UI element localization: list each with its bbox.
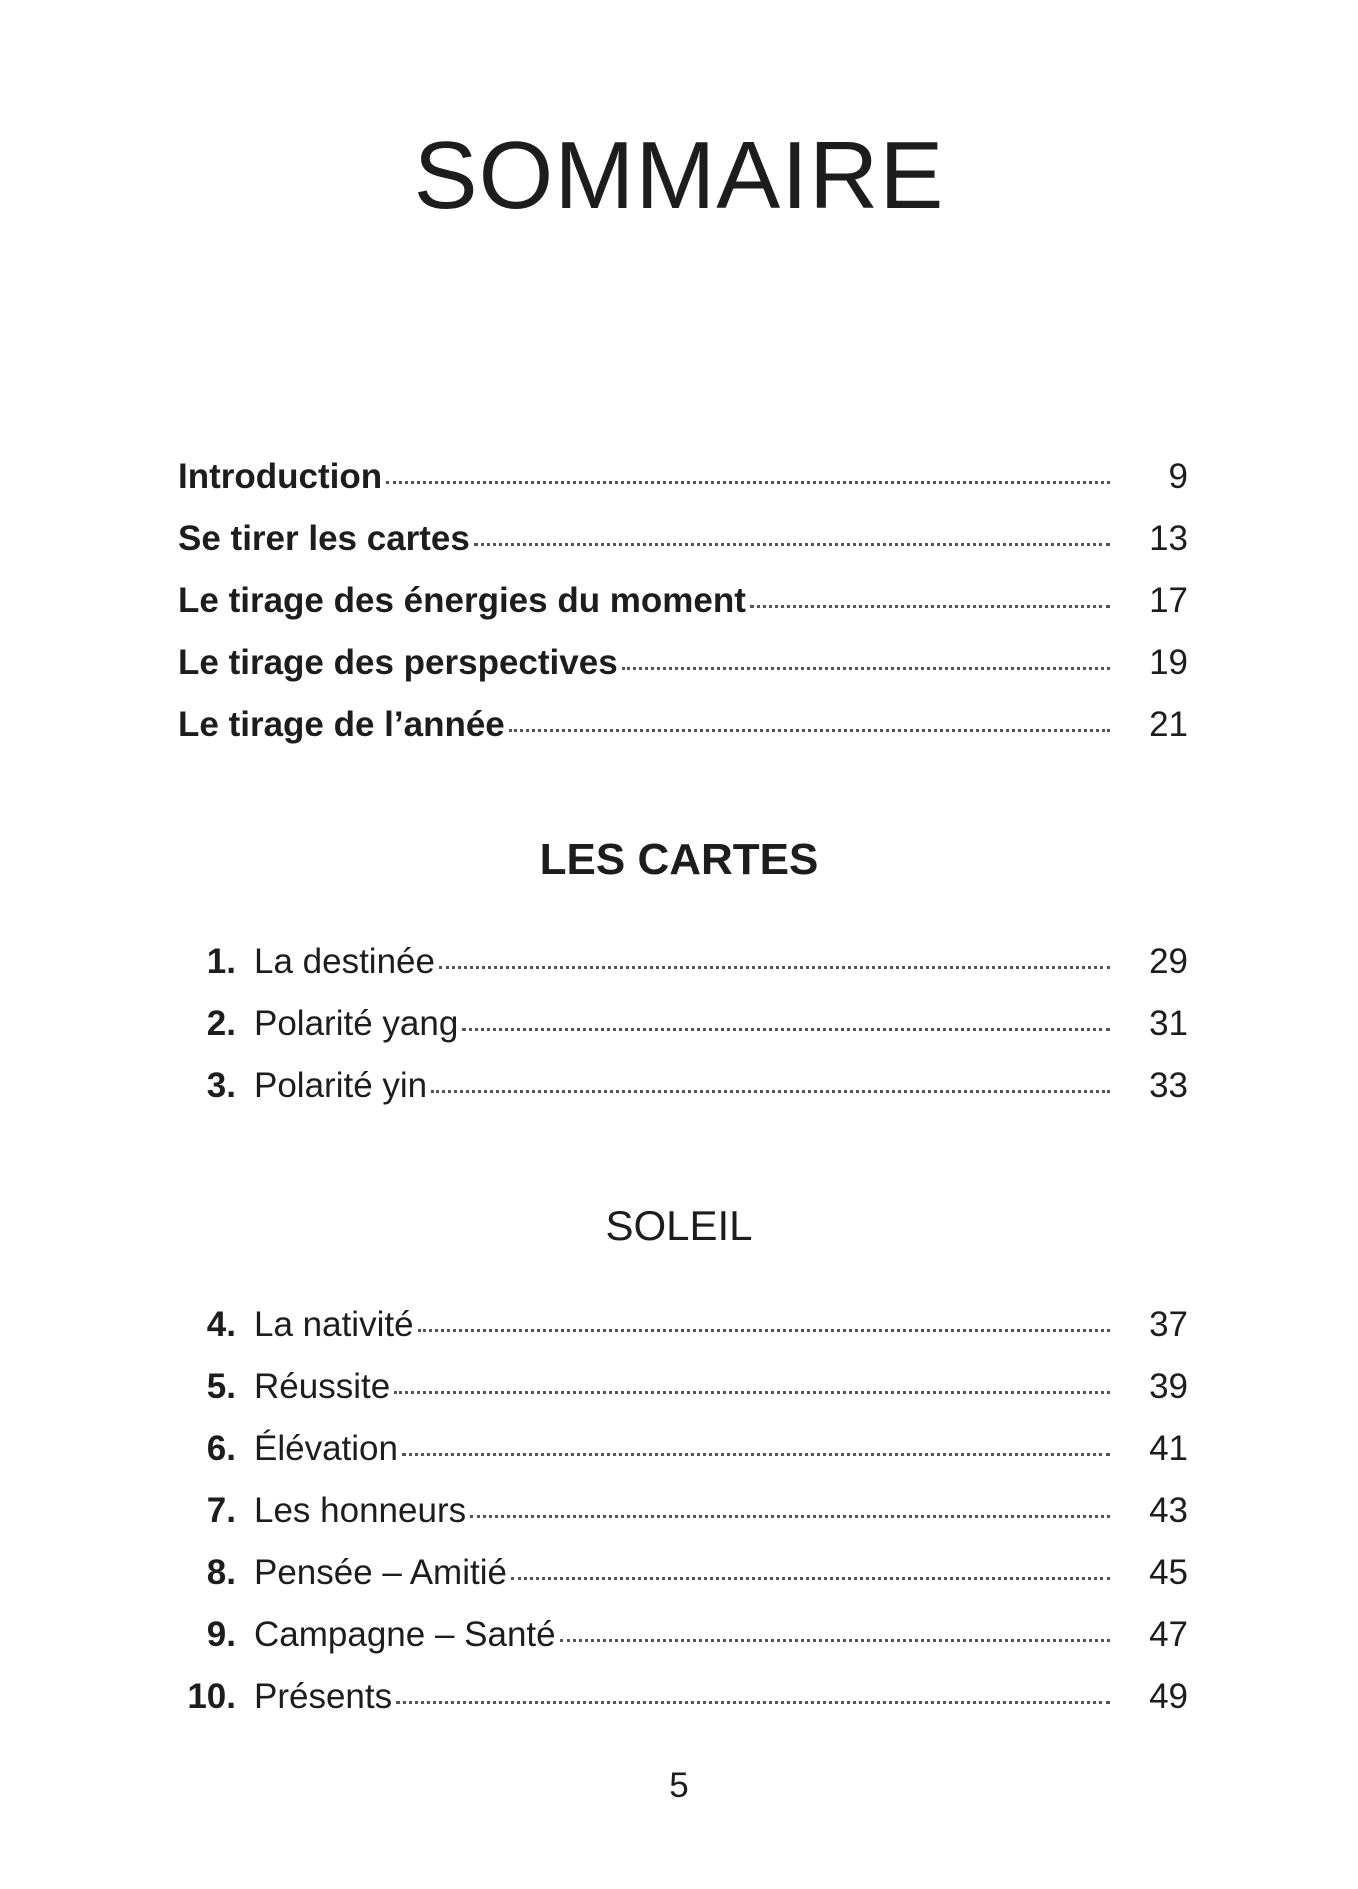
intro-toc-list — [178, 446, 1188, 756]
toc-entry[interactable] — [178, 1055, 1188, 1117]
toc-entry-label: Réussite — [254, 1367, 391, 1406]
dot-leader — [439, 966, 1110, 969]
toc-entry-label: Les honneurs — [254, 1491, 467, 1530]
toc-entry-number: 1. — [206, 942, 236, 981]
toc-entry-number: 2. — [206, 1004, 236, 1043]
toc-entry-page: 17 — [1149, 581, 1188, 620]
toc-entry[interactable] — [178, 694, 1188, 756]
toc-entry-page: 45 — [1149, 1553, 1188, 1592]
toc-entry[interactable] — [178, 1356, 1188, 1418]
dot-leader — [394, 1391, 1110, 1394]
toc-entry[interactable] — [178, 1480, 1188, 1542]
toc-entry-label: Élévation — [254, 1429, 398, 1468]
toc-entry-number: 10. — [187, 1677, 236, 1716]
page-number: 5 — [669, 1766, 689, 1805]
toc-entry-page: 43 — [1149, 1491, 1188, 1530]
dot-leader — [470, 1515, 1110, 1518]
dot-leader — [474, 543, 1110, 546]
toc-entry-page: 29 — [1149, 942, 1188, 981]
toc-entry-label: La destinée — [254, 942, 435, 981]
toc-entry-page: 39 — [1149, 1367, 1188, 1406]
dot-leader — [560, 1639, 1110, 1642]
cartes-toc-list — [178, 931, 1188, 1117]
toc-entry-number: 6. — [206, 1429, 236, 1468]
dot-leader — [418, 1329, 1110, 1332]
dot-leader — [462, 1028, 1110, 1031]
toc-entry-number: 5. — [206, 1367, 236, 1406]
toc-entry-label: Introduction — [178, 457, 383, 496]
toc-entry-page: 9 — [1168, 457, 1188, 496]
section-heading-les-cartes: LES CARTES — [539, 835, 819, 884]
dot-leader — [511, 1577, 1110, 1580]
toc-entry[interactable] — [178, 1604, 1188, 1666]
toc-entry[interactable] — [178, 1542, 1188, 1604]
toc-entry-label: Le tirage des énergies du moment — [178, 581, 746, 620]
toc-entry-number: 7. — [206, 1491, 236, 1530]
toc-entry-page: 41 — [1149, 1429, 1188, 1468]
soleil-toc-list — [178, 1294, 1188, 1728]
toc-entry[interactable] — [178, 446, 1188, 508]
toc-entry-label: Présents — [254, 1677, 393, 1716]
dot-leader — [386, 481, 1110, 484]
toc-entry-number: 8. — [206, 1553, 236, 1592]
toc-entry[interactable] — [178, 1294, 1188, 1356]
dot-leader — [509, 729, 1110, 732]
toc-entry-page: 19 — [1149, 643, 1188, 682]
toc-entry-page: 21 — [1149, 705, 1188, 744]
toc-entry-label: Polarité yin — [254, 1066, 428, 1105]
toc-entry-page: 47 — [1149, 1615, 1188, 1654]
toc-entry-label: Le tirage des perspectives — [178, 643, 618, 682]
toc-entry[interactable] — [178, 993, 1188, 1055]
toc-entry-label: Polarité yang — [254, 1004, 459, 1043]
toc-entry[interactable] — [178, 1418, 1188, 1480]
toc-entry-label: Pensée – Amitié — [254, 1553, 507, 1592]
dot-leader — [431, 1090, 1110, 1093]
toc-entry-label: Le tirage de l’année — [178, 705, 505, 744]
toc-entry[interactable] — [178, 1666, 1188, 1728]
toc-entry[interactable] — [178, 931, 1188, 993]
dot-leader — [750, 605, 1110, 608]
toc-entry[interactable] — [178, 632, 1188, 694]
toc-entry-label: La nativité — [254, 1305, 414, 1344]
dot-leader — [396, 1701, 1110, 1704]
toc-entry[interactable] — [178, 570, 1188, 632]
toc-entry-number: 9. — [206, 1615, 236, 1654]
toc-entry-page: 33 — [1149, 1066, 1188, 1105]
page-title: SOMMAIRE — [413, 122, 945, 229]
toc-entry-page: 31 — [1149, 1004, 1188, 1043]
dot-leader — [402, 1453, 1110, 1456]
toc-entry[interactable] — [178, 508, 1188, 570]
toc-entry-number: 3. — [206, 1066, 236, 1105]
toc-entry-page: 13 — [1149, 519, 1188, 558]
section-heading-soleil: SOLEIL — [605, 1202, 753, 1249]
toc-entry-page: 49 — [1149, 1677, 1188, 1716]
toc-entry-label: Campagne – Santé — [254, 1615, 556, 1654]
dot-leader — [622, 667, 1110, 670]
toc-entry-page: 37 — [1149, 1305, 1188, 1344]
toc-entry-number: 4. — [206, 1305, 236, 1344]
toc-entry-label: Se tirer les cartes — [178, 519, 470, 558]
